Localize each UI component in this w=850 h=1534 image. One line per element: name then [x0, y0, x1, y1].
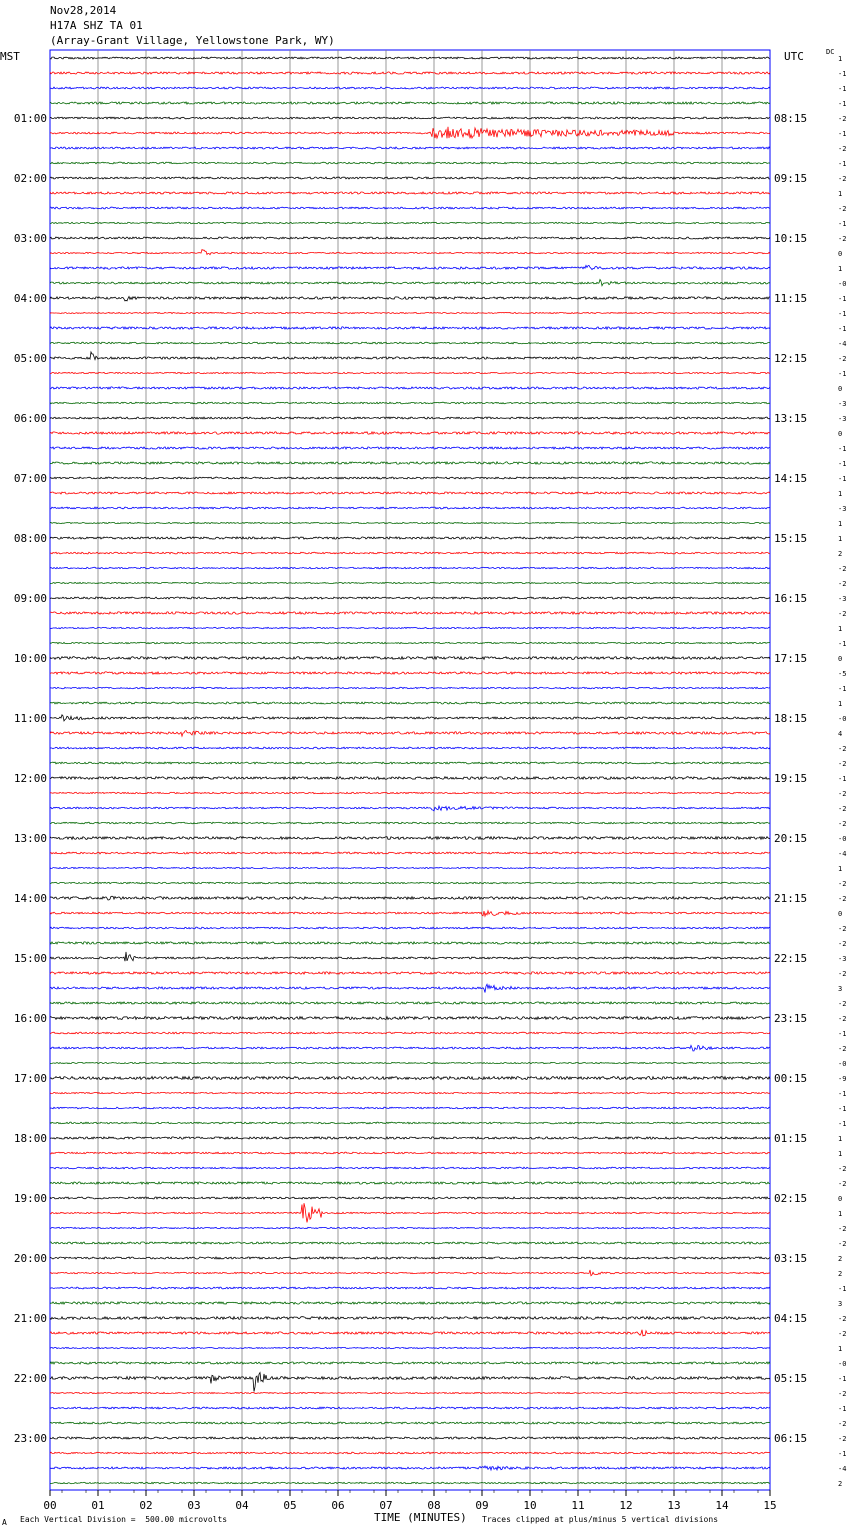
dc-offset: -2 [838, 610, 847, 618]
dc-offset: -0 [838, 715, 847, 723]
dc-offset: -2 [838, 895, 847, 903]
dc-offset: -3 [838, 415, 847, 423]
trace-row [50, 1270, 770, 1276]
mst-hour-label: 15:00 [13, 952, 47, 965]
trace-row [50, 387, 770, 389]
utc-hour-label: 10:15 [774, 232, 808, 245]
dc-offset: 1 [838, 865, 843, 873]
dc-offset: 0 [838, 910, 843, 918]
dc-label: DC [826, 48, 835, 56]
dc-offset: -2 [838, 565, 847, 573]
x-tick-label: 13 [667, 1499, 681, 1512]
trace-row [50, 312, 770, 313]
dc-offset: -2 [838, 1225, 847, 1233]
dc-offset: 1 [838, 700, 843, 708]
dc-offset: 1 [838, 490, 843, 498]
dc-offset: -2 [838, 145, 847, 153]
trace-row [50, 747, 770, 749]
dc-offset: -2 [838, 820, 847, 828]
trace-row [50, 1182, 770, 1184]
dc-offset: -3 [838, 505, 847, 513]
trace-row [50, 1062, 770, 1063]
trace-row [50, 627, 770, 628]
trace-row [50, 597, 770, 599]
x-tick-label: 07 [379, 1499, 393, 1512]
trace-row [50, 731, 770, 737]
dc-offset: -1 [838, 460, 847, 468]
trace-row [50, 1437, 770, 1439]
trace-row [50, 147, 770, 149]
dc-offset: -1 [838, 475, 847, 483]
trace-row [50, 1032, 770, 1034]
dc-offset: -1 [838, 775, 847, 783]
dc-offset: -1 [838, 220, 847, 228]
trace-row [50, 265, 770, 269]
trace-row [50, 447, 770, 449]
dc-offset: 0 [838, 655, 843, 663]
utc-hour-label: 05:15 [774, 1372, 808, 1385]
dc-offset: -3 [838, 595, 847, 603]
clip-note: Traces clipped at plus/minus 5 vertical divisions [482, 1515, 719, 1524]
trace-row [50, 1317, 770, 1320]
trace-row [50, 1347, 770, 1348]
trace-row [50, 327, 770, 329]
dc-offset: -1 [838, 1105, 847, 1113]
dc-offset: 1 [838, 520, 843, 528]
dc-offset: -2 [838, 1015, 847, 1023]
utc-hour-label: 23:15 [774, 1012, 808, 1025]
mst-hour-label: 14:00 [13, 892, 47, 905]
dc-offset: -3 [838, 400, 847, 408]
dc-offset: -1 [838, 325, 847, 333]
dc-offset: -2 [838, 1435, 847, 1443]
trace-row [50, 1002, 770, 1004]
mst-hour-label: 09:00 [13, 592, 47, 605]
dc-offset: 0 [838, 1195, 843, 1203]
mst-hour-label: 20:00 [13, 1252, 47, 1265]
dc-offset: -1 [838, 370, 847, 378]
utc-hour-label: 01:15 [774, 1132, 808, 1145]
mst-hour-label: 17:00 [13, 1072, 47, 1085]
trace-row [50, 1092, 770, 1093]
dc-offset: -2 [838, 1420, 847, 1428]
dc-offset: -2 [838, 1330, 847, 1338]
dc-offset: -1 [838, 1030, 847, 1038]
mst-hour-label: 08:00 [13, 532, 47, 545]
utc-hour-label: 02:15 [774, 1192, 808, 1205]
mst-hour-label: 22:00 [13, 1372, 47, 1385]
dc-offset: 1 [838, 1345, 843, 1353]
trace-row [50, 657, 770, 660]
utc-hour-label: 18:15 [774, 712, 808, 725]
dc-offset: -3 [838, 955, 847, 963]
mst-hour-label: 23:00 [13, 1432, 47, 1445]
trace-row [50, 402, 770, 404]
trace-row [50, 477, 770, 479]
utc-hour-label: 22:15 [774, 952, 808, 965]
dc-offset: -0 [838, 1060, 847, 1068]
trace-row [50, 537, 770, 539]
trace-row [50, 1197, 770, 1199]
dc-offset: -2 [838, 880, 847, 888]
dc-offset: -2 [838, 1165, 847, 1173]
mst-hour-label: 06:00 [13, 412, 47, 425]
trace-row [50, 852, 770, 854]
dc-offset: -1 [838, 85, 847, 93]
dc-offset: -4 [838, 850, 847, 858]
trace-row [50, 952, 770, 961]
trace-row [50, 417, 770, 419]
dc-offset: -4 [838, 1465, 847, 1473]
trace-row [50, 867, 770, 868]
trace-row [50, 1466, 770, 1470]
utc-hour-label: 13:15 [774, 412, 808, 425]
utc-hour-label: 11:15 [774, 292, 808, 305]
dc-offset: -2 [838, 970, 847, 978]
utc-hour-label: 16:15 [774, 592, 808, 605]
x-tick-label: 01 [91, 1499, 105, 1512]
utc-label: UTC [784, 50, 804, 63]
trace-row [50, 352, 770, 360]
trace-row [50, 687, 770, 688]
x-tick-label: 04 [235, 1499, 249, 1512]
trace-row [50, 297, 770, 301]
mst-hour-label: 18:00 [13, 1132, 47, 1145]
trace-row [50, 250, 770, 255]
header-date: Nov28,2014 [50, 4, 117, 17]
corner-mark: A [2, 1518, 7, 1527]
header-location: (Array-Grant Village, Yellowstone Park, WY) [50, 34, 335, 47]
utc-hour-label: 21:15 [774, 892, 808, 905]
trace-row [50, 1122, 770, 1124]
trace-row [50, 1302, 770, 1304]
mst-hour-label: 02:00 [13, 172, 47, 185]
utc-hour-label: 04:15 [774, 1312, 808, 1325]
trace-row [50, 927, 770, 929]
trace-row [50, 984, 770, 992]
dc-offset: -2 [838, 1240, 847, 1248]
dc-offset: -1 [838, 130, 847, 138]
dc-offset: 1 [838, 55, 843, 63]
dc-offset: -2 [838, 115, 847, 123]
x-tick-label: 06 [331, 1499, 345, 1512]
x-tick-label: 15 [763, 1499, 777, 1512]
dc-offset: -9 [838, 1075, 847, 1083]
dc-offset: -1 [838, 1375, 847, 1383]
mst-hour-label: 04:00 [13, 292, 47, 305]
trace-row [50, 102, 770, 104]
mst-hour-label: 05:00 [13, 352, 47, 365]
x-tick-label: 09 [475, 1499, 489, 1512]
dc-offset: -1 [838, 445, 847, 453]
utc-hour-label: 17:15 [774, 652, 808, 665]
utc-hour-label: 19:15 [774, 772, 808, 785]
mst-hour-label: 07:00 [13, 472, 47, 485]
dc-offset: 1 [838, 1210, 843, 1218]
x-tick-label: 02 [139, 1499, 153, 1512]
dc-offset: -4 [838, 340, 847, 348]
dc-offset: 1 [838, 535, 843, 543]
dc-offset: -2 [838, 580, 847, 588]
mst-hour-label: 21:00 [13, 1312, 47, 1325]
trace-row [50, 1362, 770, 1364]
trace-row [50, 1167, 770, 1169]
trace-row [50, 822, 770, 824]
dc-offset: 2 [838, 1255, 843, 1263]
trace-row [50, 1077, 770, 1080]
x-tick-label: 11 [571, 1499, 585, 1512]
mst-hour-label: 01:00 [13, 112, 47, 125]
trace-row [50, 837, 770, 840]
utc-hour-label: 08:15 [774, 112, 808, 125]
mst-hour-label: 11:00 [13, 712, 47, 725]
dc-offset: 2 [838, 550, 843, 558]
dc-offset: 4 [838, 730, 843, 738]
trace-row [50, 1137, 770, 1139]
dc-offset: -2 [838, 805, 847, 813]
trace-row [50, 1107, 770, 1109]
trace-row [50, 237, 770, 239]
dc-offset: -2 [838, 1180, 847, 1188]
trace-row [50, 792, 770, 793]
dc-offset: 1 [838, 1150, 843, 1158]
trace-row [50, 567, 770, 568]
trace-row [50, 1257, 770, 1259]
trace-row [50, 1373, 770, 1392]
trace-row [50, 1045, 770, 1051]
dc-offset: 1 [838, 190, 843, 198]
plot-frame [50, 50, 770, 1490]
dc-offset: -2 [838, 355, 847, 363]
trace-row [50, 117, 770, 119]
dc-offset: -2 [838, 205, 847, 213]
dc-offset: -2 [838, 235, 847, 243]
dc-offset: -1 [838, 70, 847, 78]
dc-offset: -1 [838, 640, 847, 648]
dc-offset: -1 [838, 685, 847, 693]
trace-row [50, 1242, 770, 1244]
trace-row [50, 507, 770, 509]
mst-label: MST [0, 50, 20, 63]
dc-offset: 0 [838, 385, 843, 393]
dc-offset: -2 [838, 1000, 847, 1008]
mst-hour-label: 03:00 [13, 232, 47, 245]
utc-hour-label: 06:15 [774, 1432, 808, 1445]
trace-row [50, 762, 770, 764]
trace-row [50, 342, 770, 344]
utc-hour-label: 14:15 [774, 472, 808, 485]
utc-hour-label: 20:15 [774, 832, 808, 845]
x-tick-label: 12 [619, 1499, 633, 1512]
trace-row [50, 911, 770, 916]
trace-row [50, 57, 770, 59]
x-tick-label: 10 [523, 1499, 537, 1512]
mst-hour-label: 16:00 [13, 1012, 47, 1025]
trace-row [50, 1422, 770, 1424]
trace-row [50, 72, 770, 74]
dc-offset: -1 [838, 1285, 847, 1293]
trace-row [50, 582, 770, 583]
dc-offset: -2 [838, 745, 847, 753]
utc-hour-label: 00:15 [774, 1072, 808, 1085]
trace-row [50, 1287, 770, 1289]
utc-hour-label: 03:15 [774, 1252, 808, 1265]
dc-offset: -2 [838, 1315, 847, 1323]
trace-row [50, 942, 770, 944]
x-tick-label: 05 [283, 1499, 297, 1512]
trace-row [50, 806, 770, 811]
dc-offset: -2 [838, 1045, 847, 1053]
trace-row [50, 372, 770, 373]
dc-offset: 2 [838, 1270, 843, 1278]
trace-row [50, 672, 770, 674]
trace-row [50, 715, 770, 721]
trace-row [50, 1330, 770, 1336]
header-station: H17A SHZ TA 01 [50, 19, 143, 32]
dc-offset: -1 [838, 100, 847, 108]
trace-row [50, 127, 770, 139]
dc-offset: 1 [838, 625, 843, 633]
dc-offset: -2 [838, 790, 847, 798]
trace-row [50, 642, 770, 643]
mst-hour-label: 13:00 [13, 832, 47, 845]
trace-row [50, 1452, 770, 1454]
dc-offset: 2 [838, 1480, 843, 1488]
x-tick-label: 03 [187, 1499, 201, 1512]
trace-row [50, 896, 770, 900]
mst-hour-label: 10:00 [13, 652, 47, 665]
trace-row [50, 177, 770, 179]
dc-offset: -1 [838, 1120, 847, 1128]
x-tick-label: 14 [715, 1499, 729, 1512]
x-axis-title: TIME (MINUTES) [374, 1511, 467, 1524]
trace-row [50, 87, 770, 89]
dc-offset: -1 [838, 295, 847, 303]
trace-row [50, 777, 770, 780]
dc-offset: 0 [838, 250, 843, 258]
mst-hour-label: 12:00 [13, 772, 47, 785]
trace-row [50, 207, 770, 209]
x-tick-label: 08 [427, 1499, 441, 1512]
trace-row [50, 522, 770, 523]
dc-offset: 3 [838, 1300, 843, 1308]
dc-offset: 1 [838, 1135, 843, 1143]
dc-offset: -2 [838, 175, 847, 183]
trace-row [50, 612, 770, 614]
dc-offset: -5 [838, 670, 847, 678]
dc-offset: -0 [838, 835, 847, 843]
dc-offset: -0 [838, 280, 847, 288]
trace-row [50, 1227, 770, 1228]
trace-row [50, 882, 770, 883]
trace-row [50, 702, 770, 704]
trace-row [50, 1203, 770, 1222]
utc-hour-label: 09:15 [774, 172, 808, 185]
dc-offset: -1 [838, 310, 847, 318]
dc-offset: -1 [838, 1090, 847, 1098]
dc-offset: -1 [838, 1450, 847, 1458]
trace-row [50, 492, 770, 494]
dc-offset: -2 [838, 940, 847, 948]
trace-row [50, 1017, 770, 1020]
utc-hour-label: 12:15 [774, 352, 808, 365]
trace-row [50, 222, 770, 223]
trace-row [50, 432, 770, 434]
x-tick-label: 00 [43, 1499, 57, 1512]
trace-row [50, 972, 770, 974]
trace-row [50, 552, 770, 554]
dc-offset: 1 [838, 265, 843, 273]
dc-offset: -1 [838, 160, 847, 168]
trace-row [50, 280, 770, 286]
dc-offset: -0 [838, 1360, 847, 1368]
dc-offset: -2 [838, 925, 847, 933]
dc-offset: 0 [838, 430, 843, 438]
trace-row [50, 1392, 770, 1393]
dc-offset: -2 [838, 760, 847, 768]
trace-row [50, 192, 770, 194]
trace-row [50, 162, 770, 164]
trace-row [50, 1482, 770, 1483]
trace-row [50, 1407, 770, 1409]
scale-note: Each Vertical Division = 500.00 microvolts [20, 1515, 228, 1524]
trace-row [50, 462, 770, 464]
utc-hour-label: 15:15 [774, 532, 808, 545]
dc-offset: -1 [838, 1405, 847, 1413]
mst-hour-label: 19:00 [13, 1192, 47, 1205]
dc-offset: -2 [838, 1390, 847, 1398]
trace-row [50, 1152, 770, 1154]
dc-offset: 3 [838, 985, 843, 993]
